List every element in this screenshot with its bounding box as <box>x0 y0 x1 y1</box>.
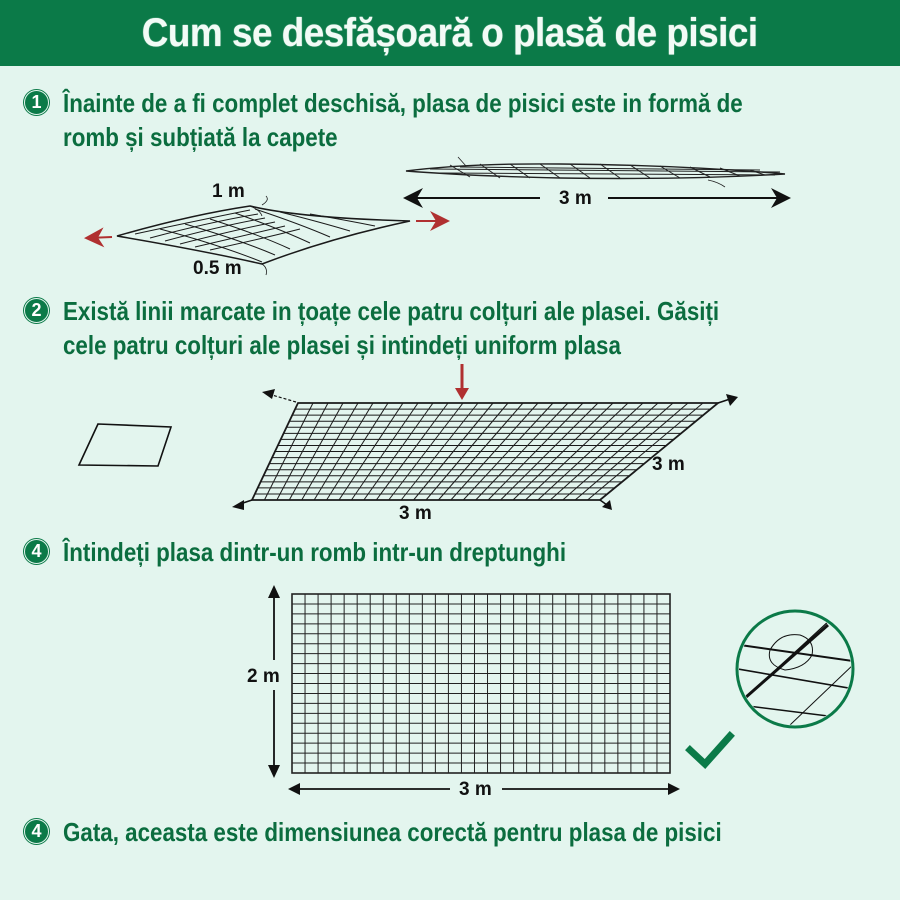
folded-thickness-label: 0.5 m <box>193 258 242 279</box>
flat-length-label: 3 m <box>559 188 592 209</box>
page-title: Cum se desfășoară o plasă de pisici <box>142 10 758 55</box>
rectangle-width-label: 3 m <box>459 779 492 800</box>
step-2-line-1: Există linii marcate in țoațe cele patru colțuri ale plasei. Găsiți <box>63 296 720 326</box>
step-1-line-2: romb și subțiată la capete <box>63 122 338 152</box>
step-1-line-1: Înainte de a fi complet deschisă, plasa de pisici este in formă de <box>63 88 743 118</box>
folded-width-label: 1 m <box>212 181 245 202</box>
checkmark-icon <box>690 736 730 764</box>
arrow-right-icon <box>668 783 680 795</box>
magnified-knot-icon <box>737 611 860 727</box>
step-number-badge: 1 <box>24 90 49 115</box>
rhombus-side-label: 3 m <box>652 454 685 475</box>
arrow-up-icon <box>268 585 280 598</box>
step-number-badge: 4 <box>24 539 49 564</box>
step-3-line-1: Întindeți plasa dintr-un romb intr-un dreptunghi <box>63 537 567 567</box>
step-4 <box>24 815 829 849</box>
rectangle-height-label: 2 m <box>247 666 280 687</box>
step-number-badge: 4 <box>24 819 49 844</box>
step-2-line-2: cele patru colțuri ale plasei și intindeți uniform plasa <box>63 330 621 360</box>
arrow-left-icon <box>288 783 300 795</box>
step-4-line-1: Gata, aceasta este dimensiunea corectă pentru plasa de pisici <box>63 817 722 847</box>
rhombus-bottom-label: 3 m <box>399 503 432 524</box>
arrow-down-icon <box>268 765 280 778</box>
step-number-badge: 2 <box>24 298 49 323</box>
step-4-text <box>63 815 722 849</box>
